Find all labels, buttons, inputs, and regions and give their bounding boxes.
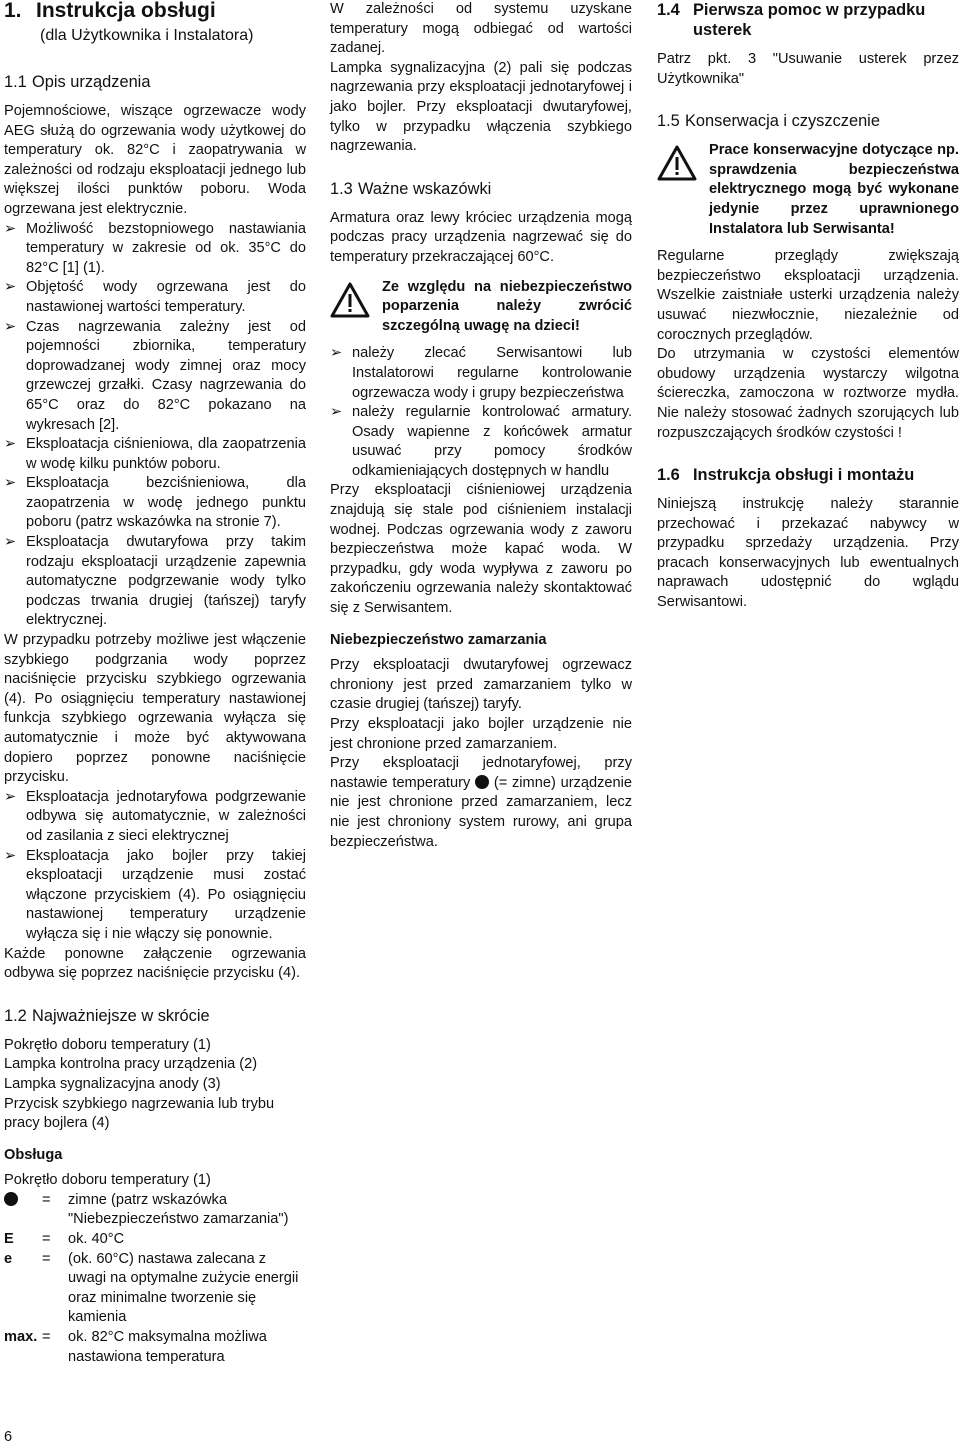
warning-text: Ze względu na niebezpieczeństwo poparzenia należy zwrócić szczególną uwagę na dzieci!	[382, 278, 632, 334]
page-subtitle: (dla Użytkownika i Instalatora)	[40, 27, 254, 44]
equals-sign: =	[42, 1329, 51, 1346]
controls-line: Lampka sygnalizacyjna anody (3)	[4, 1075, 221, 1092]
list-item-text: Eksploatacja jednotaryfowa podgrzewanie odbywa się automatycznie, w zależności od zasilania z sieci elektrycznej	[26, 788, 306, 844]
arrow-bullet-icon: ➢	[4, 436, 17, 453]
paragraph: Pojemnościowe, wiszące ogrzewacze wody AEG służą do ogrzewania wody użytkowej do temperatury ok. 82°C i zaopatrywania w zależności od rodzaju eksploatacji jednego lub większej ilości punktów poboru. Woda ogrzewana jest elektrycznie.	[4, 103, 306, 217]
paragraph: Przy eksploatacji dwutaryfowej ogrzewacz chroniony jest przed zamarzaniem tylko w czasie drugiej (tańszej) taryfy.	[330, 657, 632, 713]
list-item-text: Objętość wody ogrzewana jest do nastawionej wartości temperatury.	[26, 279, 306, 315]
paragraph: Przy eksploatacji jako bojler urządzenie nie jest chronione przed zamarzaniem.	[330, 716, 632, 752]
definition-text: (ok. 60°C) nastawa zalecana z uwagi na optymalne zużycie energii oraz minimalne tworzenie się kamienia	[68, 1250, 299, 1326]
arrow-bullet-icon: ➢	[4, 788, 17, 805]
filled-dot-icon	[4, 1191, 42, 1230]
list-item-text: należy zlecać Serwisantowi lub Instalatorowi regularne kontrolowanie ogrzewacza wody i grupy bezpieczeństwa	[352, 345, 632, 401]
section-title: Konserwacja i czyszczenie	[685, 112, 880, 131]
warning-box	[330, 278, 632, 337]
list-item-text: Eksploatacja bezciśnieniowa, dla zaopatrzenia w wodę jednego punktu poboru (patrz wskazówka na stronie 7).	[26, 475, 306, 531]
section-number: 1.6	[657, 466, 680, 485]
paragraph: Niniejszą instrukcję należy starannie przechować i przekazać nabywcy w przypadku sprzedaży urządzenia. Przy pracach konserwacyjnych lub ewentualnych naprawach udostępnić do wglądu Serwisantowi.	[657, 496, 959, 611]
list-item	[4, 435, 306, 474]
subheading-obsluga: Obsługa	[4, 1146, 63, 1163]
arrow-bullet-icon: ➢	[4, 318, 17, 335]
section-heading-1-1	[4, 72, 306, 92]
controls-line: Pokrętło doboru temperatury (1)	[4, 1036, 211, 1053]
list-item	[4, 533, 306, 631]
paragraph: Przy eksploatacji ciśnieniowej urządzenia znajdują się stale pod ciśnieniem instalacji wodnej. Podczas ogrzewania wody z zaworu bezpieczeństwa może kapać woda. W przypadku, gdy woda wypływa z zaworu po zakończeniu ogrzewania należy skontaktować się z Serwisantem.	[330, 482, 632, 617]
bullet-list	[4, 788, 306, 945]
controls-line: Przycisk szybkiego nagrzewania lub trybu pracy bojlera (4)	[4, 1095, 275, 1132]
section-title: Opis urządzenia	[32, 73, 151, 91]
warning-box	[657, 141, 959, 239]
equals-sign: =	[42, 1191, 51, 1208]
warning-text: Prace konserwacyjne dotyczące np. sprawdzenia bezpieczeństwa elektrycznego mogą być wykonane jedynie przez uprawnionego Instalatora lub Serwisanta!	[709, 142, 959, 237]
list-item-text: należy regularnie kontrolować armatury. Osady wapienne z końcówek armatur usuwać przy pomocy środków odkamieniających dostępnych w handlu	[352, 404, 632, 479]
section-number: 1.3	[330, 179, 353, 198]
section-number: 1.1	[4, 73, 27, 91]
section-number: 1.5	[657, 112, 680, 131]
setting-definition-e	[4, 1250, 306, 1328]
paragraph: Do utrzymania w czystości elementów obudowy urządzenia wystarczy wilgotna ściereczka, zamoczona w roztworze mydła. Nie należy stosować żadnych szorujących lub rozpuszczających środków czystości !	[657, 346, 959, 441]
controls-list	[4, 1036, 306, 1134]
section-title: Instrukcja obsługi i montażu	[693, 466, 915, 485]
section-heading-1-6	[657, 465, 959, 485]
definition-text: ok. 82°C maksymalna możliwa nastawiona temperatura	[68, 1329, 267, 1365]
arrow-bullet-icon: ➢	[4, 279, 17, 296]
definition-text: zimne (patrz wskazówka "Niebezpieczeństwo zamarzania")	[68, 1191, 289, 1228]
list-item	[4, 788, 306, 847]
arrow-bullet-icon: ➢	[330, 345, 343, 362]
list-item-text: Eksploatacja dwutaryfowa przy takim rodzaju eksploatacji urządzenie zapewnia automatyczne podgrzewanie wody tylko podczas trwania drugiej (tańszej) taryfy elektrycznej.	[26, 534, 306, 629]
bullet-list	[4, 220, 306, 631]
filled-dot-icon	[475, 775, 489, 789]
equals-sign: =	[42, 1250, 51, 1267]
bullet-list	[330, 344, 632, 481]
setting-definition-cold	[4, 1191, 306, 1230]
paragraph: Armatura oraz lewy króciec urządzenia mogą podczas pracy urządzenia nagrzewać się do temperatury przekraczającej 60°C.	[330, 209, 632, 265]
section-number: 1.2	[4, 1006, 27, 1025]
setting-definition-E	[4, 1230, 306, 1250]
column-1	[4, 0, 306, 1367]
warning-triangle-icon	[330, 282, 370, 325]
setting-key: e	[4, 1250, 13, 1267]
page-title-text: Instrukcja obsługi	[36, 0, 216, 22]
paragraph: Każde ponowne załączenie ogrzewania odbywa się poprzez naciśnięcie przycisku (4).	[4, 945, 306, 982]
arrow-bullet-icon: ➢	[4, 534, 17, 551]
equals-sign: =	[42, 1231, 51, 1248]
section-heading-1-4	[657, 0, 959, 40]
setting-definition-max	[4, 1328, 306, 1367]
paragraph: Lampka sygnalizacyjna (2) pali się podczas nagrzewania przy eksploatacji jednotaryfowej i jako bojler. Przy eksploatacji dwutaryfowej, tylko w przypadku włączenia szybkiego nagrzewania.	[330, 59, 632, 155]
warning-triangle-icon	[657, 145, 697, 188]
column-2	[330, 0, 632, 852]
setting-key: max.	[4, 1329, 38, 1346]
section-title: Najważniejsze w skrócie	[32, 1006, 210, 1025]
paragraph-with-icon	[330, 754, 632, 852]
paragraph: Regularne przeglądy zwiększają bezpieczeństwo eksploatacji urządzenia. Wszelkie zaistniałe usterki urządzenia należy usuwać niezwłocznie, niezależnie od corocznych przeglądów.	[657, 248, 959, 343]
list-item	[330, 344, 632, 403]
setting-key: E	[4, 1231, 14, 1248]
section-heading-1-2	[4, 1006, 306, 1026]
paragraph: W zależności od systemu uzyskane temperatury mogą odbiegać od wartości zadanej.	[330, 1, 632, 57]
list-item	[330, 403, 632, 481]
list-item	[4, 318, 306, 436]
list-item	[4, 474, 306, 533]
arrow-bullet-icon: ➢	[4, 475, 17, 492]
arrow-bullet-icon: ➢	[4, 220, 17, 237]
list-item-text: Możliwość bezstopniowego nastawiania temperatury w zakresie od ok. 35°C do 82°C [1] (1).	[26, 220, 306, 276]
page-title	[4, 0, 306, 22]
section-title: Pierwsza pomoc w przypadku usterek	[693, 1, 926, 39]
page-title-number: 1.	[4, 0, 22, 22]
arrow-bullet-icon: ➢	[330, 404, 343, 421]
controls-line: Lampka kontrolna pracy urządzenia (2)	[4, 1056, 258, 1073]
paragraph-text: (= zimne) urządzenie nie jest chronione przed zamarzaniem, lecz nie jest chroniony system rurowy, ani grupa bezpieczeństwa.	[330, 774, 632, 850]
paragraph: Patrz pkt. 3 "Usuwanie usterek przez Użytkownika"	[657, 51, 959, 87]
arrow-bullet-icon: ➢	[4, 847, 17, 864]
list-item	[4, 847, 306, 945]
obsluga-line: Pokrętło doboru temperatury (1)	[4, 1172, 211, 1189]
list-item-text: Eksploatacja jako bojler przy takiej eksploatacji urządzenie musi zostać włączone przyciskiem (4). Po osiągnięciu nastawionej temperatury urządzenie wyłącza się i nie włączy się ponownie.	[26, 847, 306, 942]
definition-text: ok. 40°C	[68, 1231, 125, 1248]
paragraph-text: Przy eksploatacji jednotaryfowej, przy nastawie temperatury	[330, 755, 632, 791]
section-heading-1-3	[330, 179, 632, 199]
subheading-frost: Niebezpieczeństwo zamarzania	[330, 631, 547, 648]
section-number: 1.4	[657, 1, 680, 19]
page-number: 6	[4, 1429, 13, 1445]
list-item-text: Czas nagrzewania zależny jest od pojemności zbiornika, temperatury doprowadzanej wody zimnej oraz mocy grzewczej grzałki. Czasy nagrzewania do 65°C oraz do 82°C pokazano na wykresach [2].	[26, 318, 306, 433]
paragraph: W przypadku potrzeby możliwe jest włączenie szybkiego podgrzania wody poprzez naciśnięcie przycisku szybkiego ogrzewania (4). Po osiągnięciu temperatury nastawionej funkcja szybkiego ogrzewania wyłącza się automatycznie i może być aktywowana dopiero poprzez ponowne naciśnięcie przycisku.	[4, 632, 306, 786]
section-title: Ważne wskazówki	[358, 179, 492, 198]
list-item-text: Eksploatacja ciśnieniowa, dla zaopatrzenia w wodę kilku punktów poboru.	[26, 436, 306, 472]
list-item	[4, 220, 306, 279]
column-3	[657, 0, 959, 613]
section-heading-1-5	[657, 111, 959, 131]
list-item	[4, 278, 306, 317]
